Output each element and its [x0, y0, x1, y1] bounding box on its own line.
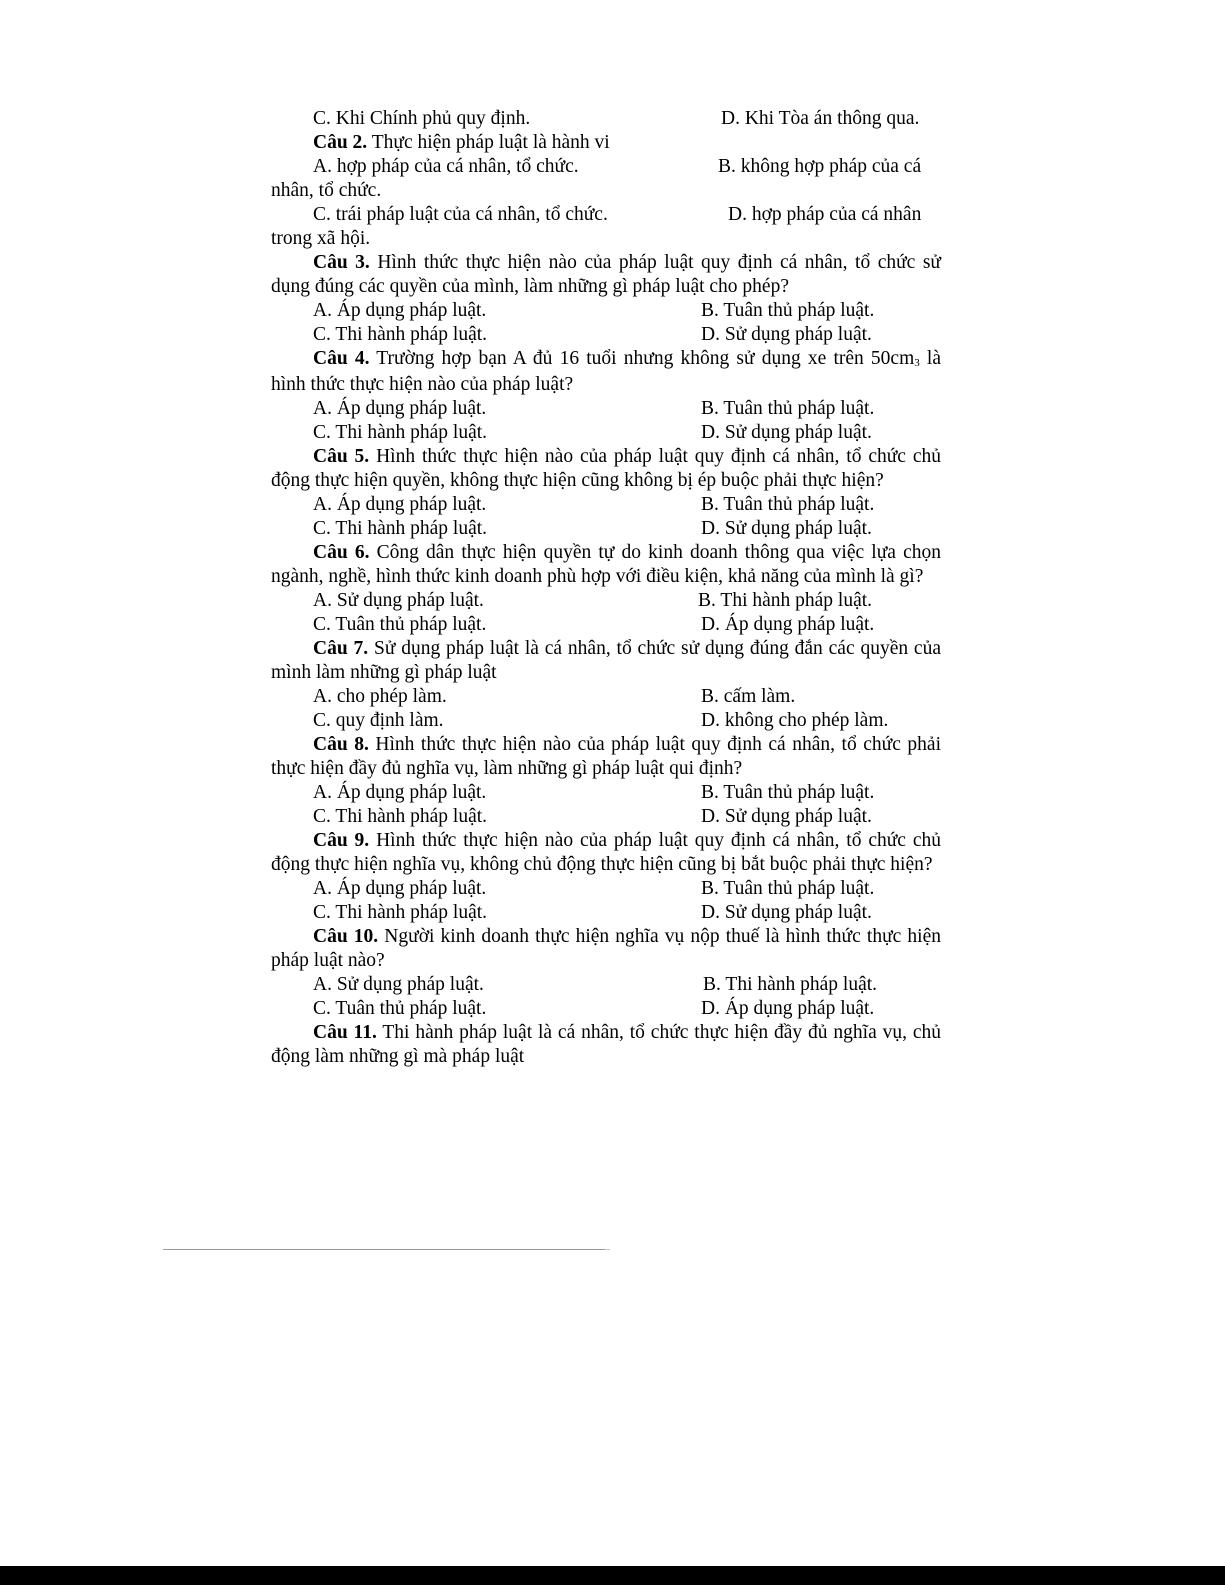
q11-label: Câu 11.	[313, 1022, 377, 1043]
q3-option-a: A. Áp dụng pháp luật.	[313, 300, 487, 321]
q6-stem	[271, 541, 941, 589]
q4-text-2: là hình thức thực hiện nào của pháp luật?	[271, 348, 941, 395]
q2-text: Thực hiện pháp luật là hành vi	[367, 132, 610, 153]
q2-stem	[271, 131, 941, 155]
q5-option-a: A. Áp dụng pháp luật.	[313, 494, 487, 515]
q1-options-cd	[271, 107, 941, 131]
q3-text: Hình thức thực hiện nào của pháp luật quy định cá nhân, tổ chức sử dụng đúng các quyền của mình, làm những gì pháp luật cho phép?	[271, 252, 941, 297]
q2-option-b-cont	[271, 179, 941, 203]
q8-option-a: A. Áp dụng pháp luật.	[313, 782, 487, 803]
q3-label: Câu 3.	[313, 252, 370, 273]
q6-options-cd	[271, 613, 941, 637]
q6-text: Công dân thực hiện quyền tự do kinh doanh thông qua việc lựa chọn ngành, nghề, hình thức kinh doanh phù hợp với điều kiện, khả năng của mình là gì?	[271, 542, 941, 587]
q8-options-ab	[271, 781, 941, 805]
q5-option-d: D. Sử dụng pháp luật.	[701, 518, 872, 539]
q4-options-ab	[271, 397, 941, 421]
q2-option-d-wrap: trong xã hội.	[271, 228, 371, 249]
q6-option-d: D. Áp dụng pháp luật.	[701, 614, 875, 635]
q8-option-d: D. Sử dụng pháp luật.	[701, 806, 872, 827]
q4-option-d: D. Sử dụng pháp luật.	[701, 422, 872, 443]
q3-options-ab	[271, 299, 941, 323]
q1-option-d: D. Khi Tòa án thông qua.	[721, 108, 920, 129]
q11-stem	[271, 1021, 941, 1069]
q7-option-a: A. cho phép làm.	[313, 686, 447, 707]
q5-option-c: C. Thi hành pháp luật.	[313, 518, 488, 539]
q5-options-cd	[271, 517, 941, 541]
q3-option-b: B. Tuân thủ pháp luật.	[701, 300, 875, 321]
q7-option-b: B. cấm làm.	[701, 686, 796, 707]
q9-options-cd	[271, 901, 941, 925]
q8-stem	[271, 733, 941, 781]
q4-option-a: A. Áp dụng pháp luật.	[313, 398, 487, 419]
q7-text: Sử dụng pháp luật là cá nhân, tổ chức sử dụng đúng đắn các quyền của mình làm những gì pháp luật	[271, 638, 941, 683]
q10-option-c: C. Tuân thủ pháp luật.	[313, 998, 487, 1019]
q6-options-ab	[271, 589, 941, 613]
q9-label: Câu 9.	[313, 830, 370, 851]
q5-options-ab	[271, 493, 941, 517]
q7-option-c: C. quy định làm.	[313, 710, 444, 731]
q5-text: Hình thức thực hiện nào của pháp luật quy định cá nhân, tổ chức chủ động thực hiện quyền, không thực hiện cũng không bị ép buộc phải thực hiện?	[271, 446, 941, 491]
page-bottom-edge	[0, 1566, 1225, 1585]
q7-options-ab	[271, 685, 941, 709]
q2-option-d-cont	[271, 227, 941, 251]
q10-stem	[271, 925, 941, 973]
q10-text: Người kinh doanh thực hiện nghĩa vụ nộp thuế là hình thức thực hiện pháp luật nào?	[271, 926, 941, 971]
q8-options-cd	[271, 805, 941, 829]
q6-option-b: B. Thi hành pháp luật.	[698, 590, 873, 611]
q8-label: Câu 8.	[313, 734, 369, 755]
q4-stem	[271, 347, 941, 397]
q4-option-c: C. Thi hành pháp luật.	[313, 422, 488, 443]
q5-label: Câu 5.	[313, 446, 370, 467]
q2-label: Câu 2.	[313, 132, 368, 153]
q9-option-b: B. Tuân thủ pháp luật.	[701, 878, 875, 899]
q2-option-b-wrap: nhân, tổ chức.	[271, 180, 382, 201]
q6-label: Câu 6.	[313, 542, 370, 563]
q3-option-c: C. Thi hành pháp luật.	[313, 324, 488, 345]
q3-option-d: D. Sử dụng pháp luật.	[701, 324, 872, 345]
q4-text: Trường hợp bạn A đủ 16 tuổi nhưng không sử dụng xe trên 50cm	[369, 348, 915, 369]
footnote-separator	[163, 1249, 606, 1250]
q5-option-b: B. Tuân thủ pháp luật.	[701, 494, 875, 515]
footnote-separator-tick	[605, 1249, 610, 1250]
q9-stem	[271, 829, 941, 877]
question-list	[271, 107, 941, 1069]
q2-option-d: D. hợp pháp của cá nhân	[728, 204, 922, 225]
q4-options-cd	[271, 421, 941, 445]
q10-options-ab	[271, 973, 941, 997]
q2-option-c: C. trái pháp luật của cá nhân, tổ chức.	[313, 204, 608, 225]
q2-options-cd	[271, 203, 941, 227]
q10-label: Câu 10.	[313, 926, 379, 947]
q9-option-a: A. Áp dụng pháp luật.	[313, 878, 487, 899]
q9-options-ab	[271, 877, 941, 901]
q6-option-c: C. Tuân thủ pháp luật.	[313, 614, 487, 635]
q9-option-d: D. Sử dụng pháp luật.	[701, 902, 872, 923]
q6-option-a: A. Sử dụng pháp luật.	[313, 590, 484, 611]
q7-stem	[271, 637, 941, 685]
q11-text: Thi hành pháp luật là cá nhân, tổ chức thực hiện đầy đủ nghĩa vụ, chủ động làm những gì mà pháp luật	[271, 1022, 941, 1067]
q7-label: Câu 7.	[313, 638, 369, 659]
q9-text: Hình thức thực hiện nào của pháp luật quy định cá nhân, tổ chức chủ động thực hiện nghĩa vụ, không chủ động thực hiện cũng bị bắt buộc phải thực hiện?	[271, 830, 941, 875]
q8-text: Hình thức thực hiện nào của pháp luật quy định cá nhân, tổ chức phải thực hiện đầy đủ nghĩa vụ, làm những gì pháp luật qui định?	[271, 734, 941, 779]
q7-option-d: D. không cho phép làm.	[701, 710, 889, 731]
q1-option-c: C. Khi Chính phủ quy định.	[313, 108, 531, 129]
q8-option-b: B. Tuân thủ pháp luật.	[701, 782, 875, 803]
q2-option-b: B. không hợp pháp của cá	[718, 156, 922, 177]
q4-option-b: B. Tuân thủ pháp luật.	[701, 398, 875, 419]
q5-stem	[271, 445, 941, 493]
q3-options-cd	[271, 323, 941, 347]
q7-options-cd	[271, 709, 941, 733]
q2-option-a: A. hợp pháp của cá nhân, tổ chức.	[313, 156, 579, 177]
q10-option-a: A. Sử dụng pháp luật.	[313, 974, 484, 995]
q10-option-d: D. Áp dụng pháp luật.	[701, 998, 875, 1019]
q10-options-cd	[271, 997, 941, 1021]
q3-stem	[271, 251, 941, 299]
q8-option-c: C. Thi hành pháp luật.	[313, 806, 488, 827]
q4-superscript: 3	[914, 357, 920, 369]
q9-option-c: C. Thi hành pháp luật.	[313, 902, 488, 923]
q4-label: Câu 4.	[313, 348, 370, 369]
q2-options-ab	[271, 155, 941, 179]
q10-option-b: B. Thi hành pháp luật.	[703, 974, 878, 995]
